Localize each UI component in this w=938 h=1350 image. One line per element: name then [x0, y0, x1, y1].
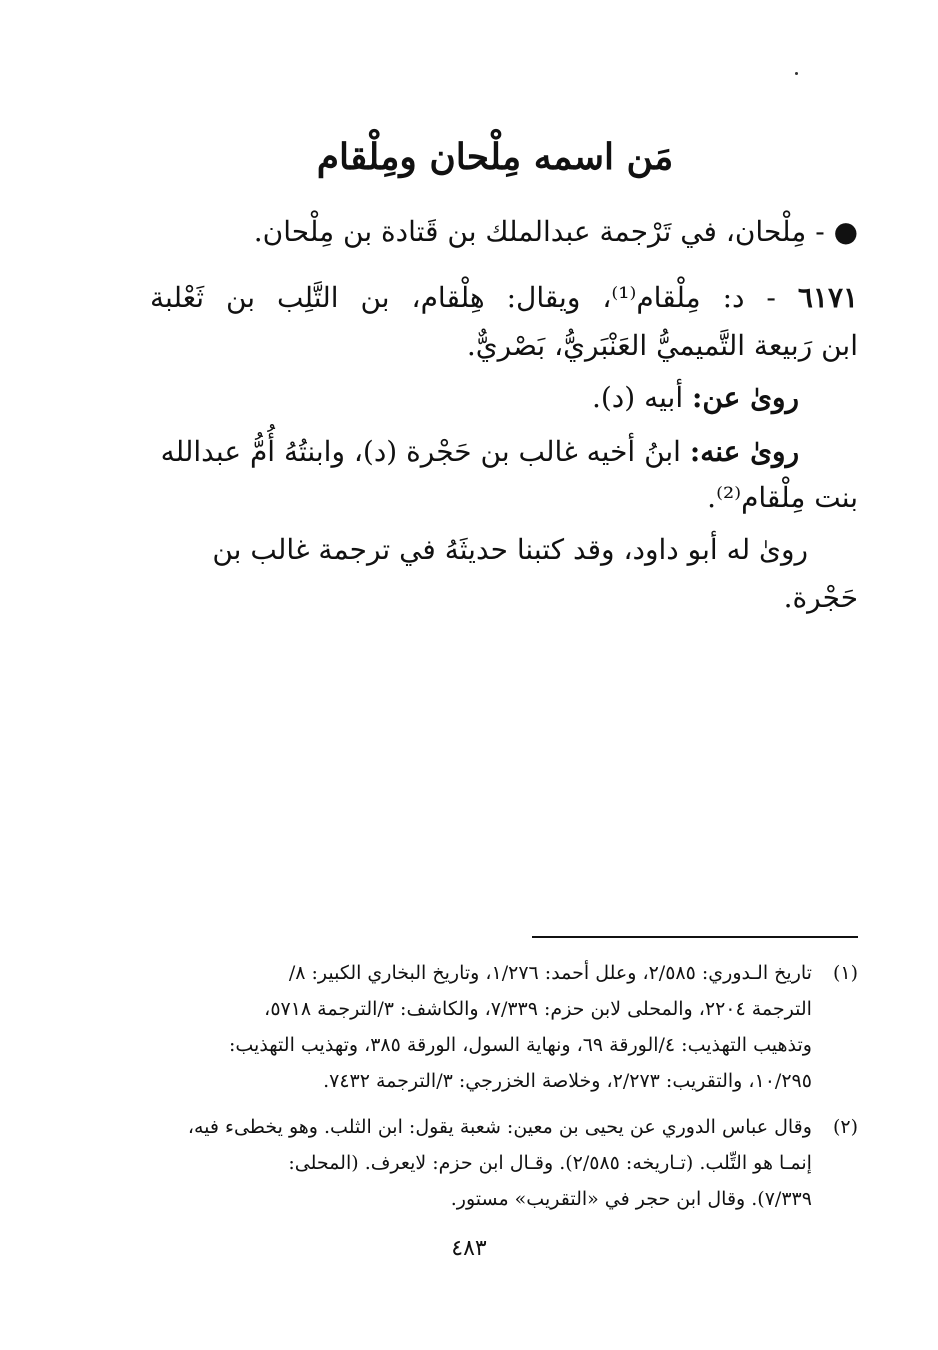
footnote-2-text-3: ٧/٣٣٩). وقال ابن حجر في «التقريب» مستور. [450, 1188, 812, 1210]
footnote-2-text-1: وقال عباس الدوري عن يحيى بن معين: شعبة يقول: ابن الثلب. وهو يخطىء فيه، [187, 1116, 812, 1138]
footnote-2-text-2: إنمـا هو التِّلب. (تـاريخه: ٢/٥٨٥). وقـال ابن حزم: لايعرف. (المحلى: [288, 1152, 812, 1174]
footnote-1-text-4: ١٠/٢٩٥، والتقريب: ٢/٢٧٣، وخلاصة الخزرجي: ٣/الترجمة ٧٤٣٢. [323, 1070, 812, 1092]
footnote-1-text-3: وتذهيب التهذيب: ٤/الورقة ٦٩، ونهاية السول، الورقة ٣٨٥، وتهذيب التهذيب: [228, 1034, 812, 1056]
footnote-2-marker: (٢) [832, 1116, 858, 1138]
section-heading: مَن اسمه مِلْحان ومِلْقام [316, 136, 674, 178]
page-speck [795, 72, 798, 75]
footnote-2-line-1 [150, 1114, 858, 1140]
rawa-lahu-line-1 [150, 530, 858, 570]
rawa-an-text: أبيه (د). [591, 381, 684, 414]
entry-line-1 [150, 278, 858, 318]
bullet-entry [150, 212, 858, 252]
footnote-2-line-3 [150, 1186, 858, 1212]
footnote-1-line-3 [150, 1032, 858, 1058]
rawa-anhu-line [150, 432, 858, 472]
entry-number: ٦١٧١ [797, 281, 859, 314]
rawa-lahu-line-2: حَجْرة. [783, 581, 858, 614]
footnote-2-line-2 [150, 1150, 858, 1176]
rawa-anhu-text: ابنُ أخيه غالب بن حَجْرة (د)، وابنتُهُ أُمُّ عبدالله [160, 435, 681, 468]
rawa-an-line [150, 378, 858, 418]
bullet-entry-text: - مِلْحان، في تَرْجمة عبدالملك بن قَتادة بن مِلْحان. [253, 215, 825, 248]
page-number: ٤٨٣ [451, 1236, 487, 1261]
footnote-divider [532, 936, 858, 938]
rawa-anhu-label: روىٰ عنه: [689, 435, 800, 468]
rawa-an-label: روىٰ عن: [692, 381, 800, 414]
entry-line-1-text: - د: مِلْقام⁽¹⁾، ويقال: هِلْقام، بن التَّلِب بن ثَعْلبة [150, 281, 776, 314]
rawa-anhu-cont: بنت مِلْقام⁽²⁾. [707, 481, 858, 514]
bullet-icon: ● [833, 215, 858, 248]
footnote-1-text-1: تاريخ الـدوري: ٢/٥٨٥، وعلل أحمد: ١/٢٧٦، وتاريخ البخاري الكبير: ٨/ [288, 962, 812, 984]
footnote-1-line-1 [150, 960, 858, 986]
footnote-1-marker: (١) [832, 962, 858, 984]
footnote-1-line-2 [150, 996, 858, 1022]
footnote-1-text-2: الترجمة ٢٢٠٤، والمحلى لابن حزم: ٧/٣٣٩، والكاشف: ٣/الترجمة ٥٧١٨، [264, 998, 812, 1020]
entry-line-2: ابن رَبيعة التَّميميُّ العَنْبَريُّ، بَصْريٌّ. [466, 329, 858, 362]
footnote-1-line-4 [150, 1068, 858, 1094]
rawa-lahu-text-1: روىٰ له أبو داود، وقد كتبنا حديثَهُ في ترجمة غالب بن [212, 533, 808, 566]
